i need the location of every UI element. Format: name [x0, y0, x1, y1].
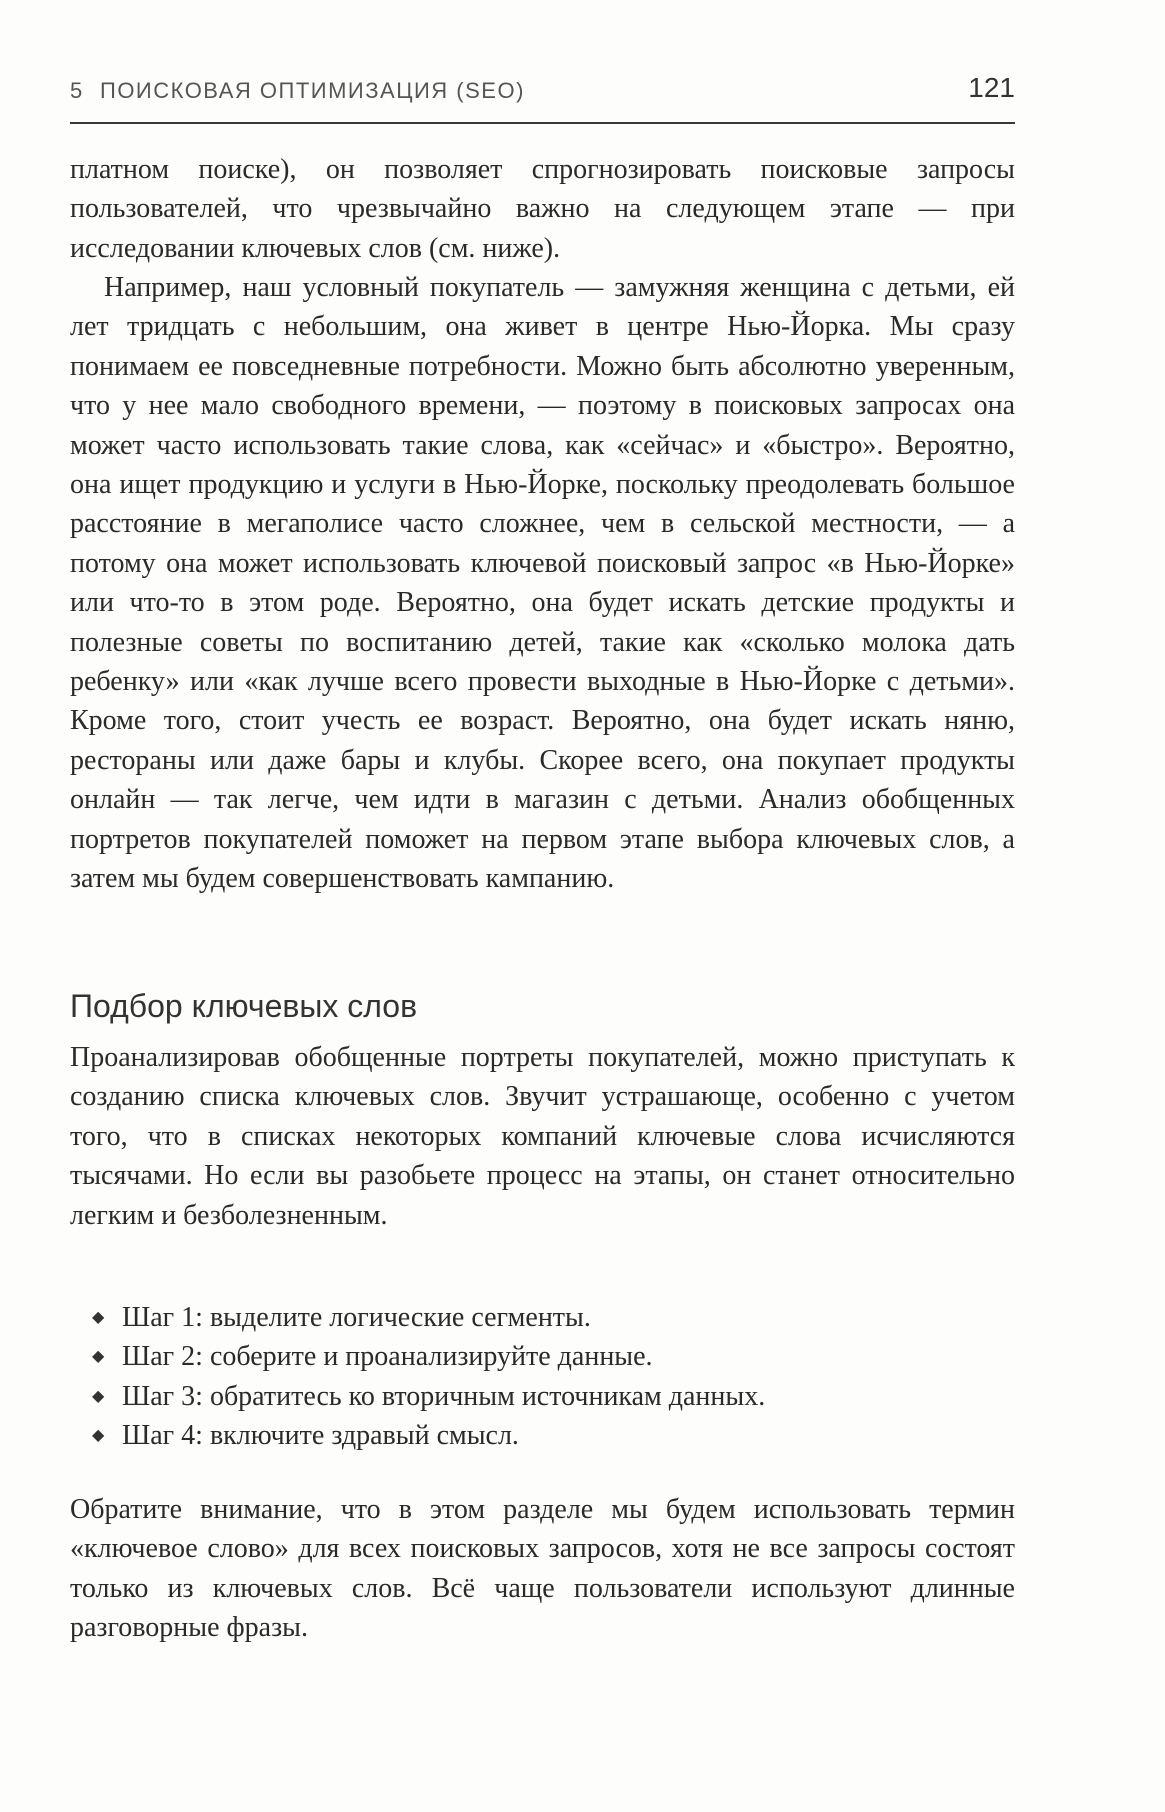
diamond-bullet-icon: ◆	[92, 1309, 105, 1326]
list-item-text: Шаг 1: выделите логические сегменты.	[122, 1302, 591, 1333]
list-item	[92, 1337, 765, 1376]
list-item-text: Шаг 2: соберите и проанализируйте данные.	[122, 1341, 653, 1373]
page-number: 121	[968, 72, 1015, 103]
section-heading: Подбор ключевых слов	[70, 988, 418, 1024]
diamond-bullet-icon: ◆	[92, 1348, 105, 1366]
paragraph-text: Обратите внимание, что в этом разделе мы будем использовать термин «ключевое слово» для всех поисковых запросов, хотя не все запросы состоят только из ключевых слов. Всё чаще пользователи используют длинные разговорные фразы.	[70, 1494, 1015, 1644]
chapter-title: ПОИСКОВАЯ ОПТИМИЗАЦИЯ (SEO)	[100, 78, 525, 103]
list-item	[92, 1298, 765, 1337]
paragraph-intro	[70, 1038, 1015, 1235]
diamond-bullet-icon: ◆	[92, 1387, 105, 1405]
paragraph-text: Проанализировав обобщенные портреты покупателей, можно приступать к созданию списка ключевых слов. Звучит устрашающе, особенно с учетом того, что в списках некоторых компаний ключевые слова исчисляются тысячами. Но если вы разобьете процесс на этапы, он станет относительно легким и безболезненным.	[70, 1042, 1015, 1231]
list-item-text: Шаг 4: включите здравый смысл.	[122, 1420, 519, 1452]
running-head	[70, 72, 1015, 124]
list-item	[92, 1416, 765, 1455]
paragraph-text: платном поиске), он позволяет спрогнозировать поисковые запросы пользователей, что чрезвычайно важно на следующем этапе — при исследовании ключевых слов (см. ниже).	[70, 154, 1015, 264]
paragraph-continued	[70, 150, 1015, 268]
diamond-bullet-icon: ◆	[92, 1427, 105, 1445]
paragraph-example	[70, 268, 1015, 899]
steps-list	[92, 1298, 765, 1456]
list-item-text: Шаг 3: обратитесь ко вторичным источникам данных.	[122, 1380, 766, 1412]
list-item	[92, 1377, 765, 1416]
paragraph-note	[70, 1490, 1015, 1648]
chapter-number: 5	[70, 78, 83, 103]
paragraph-text: Например, наш условный покупатель — замужняя женщина с детьми, ей лет тридцать с небольшим, она живет в центре Нью-Йорка. Мы сразу понимаем ее повседневные потребности. Можно быть абсолютно уверенным, что у нее мало свободного времени, — поэтому в поисковых запросах она может часто использовать такие слова, как «сейчас» и «быстро». Вероятно, она ищет продукцию и услуги в Нью-Йорке, поскольку преодолевать большое расстояние в мегаполисе часто сложнее, чем в сельской местности, — а потому она может использовать ключевой поисковый запрос «в Нью-Йорке» или что-то в этом роде. Вероятно, она будет искать детские продукты и полезные советы по воспитанию детей, такие как «сколько молока дать ребенку» или «как лучше всего провести выходные в Нью-Йорке с детьми». Кроме того, стоит учесть ее возраст. Вероятно, она будет искать няню, рестораны или даже бары и клубы. Скорее всего, она покупает продукты онлайн — так легче, чем идти в магазин с детьми. Анализ обобщенных портретов покупателей поможет на первом этапе выбора ключевых слов, а затем мы будем совершенствовать кампанию.	[70, 272, 1015, 895]
